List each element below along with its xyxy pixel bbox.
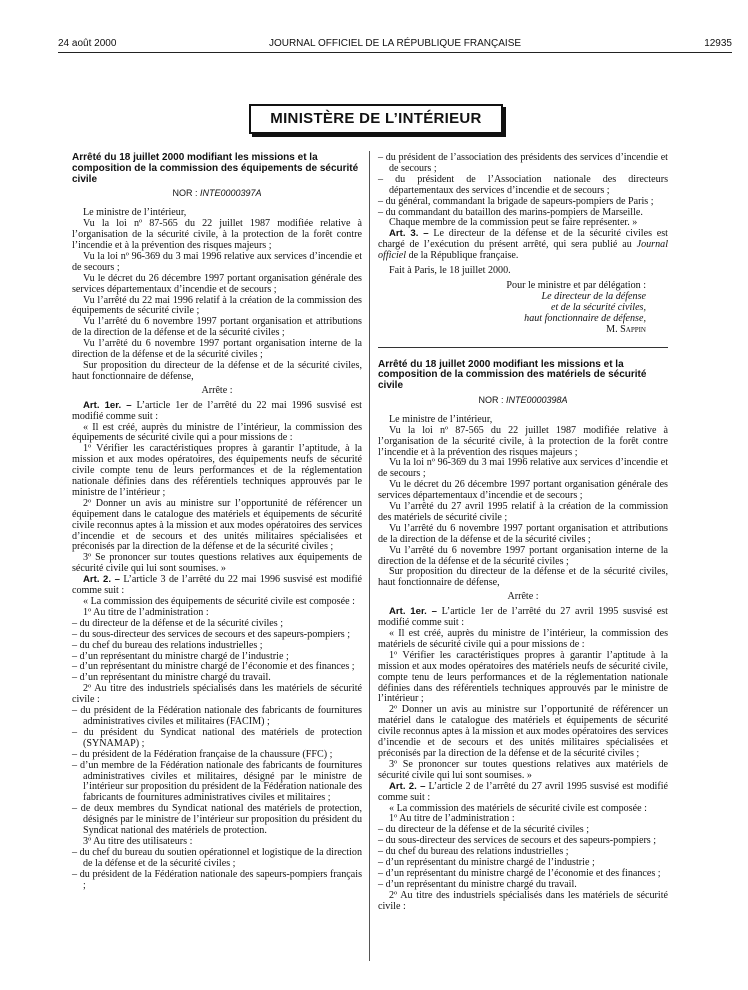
list-item: – d’un représentant du ministre chargé du travail. bbox=[72, 672, 271, 684]
preamble-line: Vu la loi nº 87-565 du 22 juillet 1987 modifiée relative à l’organisation de la sécurité civile, à la protection de la forêt contre l’incendie et à la prévention des risques majeurs ; bbox=[72, 218, 362, 252]
column-divider bbox=[369, 151, 370, 961]
nor-label: NOR : bbox=[478, 394, 504, 405]
list-item: – d’un représentant du ministre chargé du travail. bbox=[378, 878, 577, 890]
list-item: – du directeur de la défense et de la sécurité civiles ; bbox=[378, 824, 590, 836]
nor-code: INTE0000398A bbox=[505, 394, 568, 405]
journal-reference: Journal officiel bbox=[378, 239, 668, 262]
list-item: – du président du Syndicat national des matériels de protection (SYNAMAP) ; bbox=[72, 726, 362, 749]
list-item: – d’un représentant du ministre chargé de l’économie et des finances ; bbox=[72, 661, 355, 673]
journal-title: JOURNAL OFFICIEL DE LA RÉPUBLIQUE FRANÇAISE bbox=[268, 38, 522, 49]
article-1 bbox=[72, 401, 362, 423]
preamble-line: Vu l’arrêté du 6 novembre 1997 portant organisation interne de la direction de la défense et de la sécurité civiles ; bbox=[72, 338, 362, 361]
signature-line: Pour le ministre et par délégation : bbox=[506, 279, 646, 291]
nor-reference-1 bbox=[72, 188, 362, 199]
list-item: – du président de la Fédération nationale des fabricants de fournitures administratives civiles et militaires (FACIM) ; bbox=[72, 705, 362, 727]
article-label: Art. 1er. – bbox=[83, 399, 132, 411]
member-line: Chaque membre de la commission peut se faire représenter. » bbox=[389, 217, 638, 229]
preamble-line: Le ministre de l’intérieur, bbox=[83, 207, 187, 219]
list-item: – du président de l’association des présidents des services d’incendie et de secours ; bbox=[378, 152, 668, 174]
preamble-line: Vu l’arrêté du 6 novembre 1997 portant organisation et attributions de la direction de la défense et de la sécurité civiles ; bbox=[378, 522, 668, 545]
article-label: Art. 2. – bbox=[83, 574, 120, 586]
article-1-line: 3º Se prononcer sur toutes questions relatives aux équipements de sécurité civile qui lui sont soumises. » bbox=[72, 552, 362, 575]
article-1-line: « Il est créé, auprès du ministre de l’intérieur, la commission des équipements de sécurité civile qui a pour missions de : bbox=[72, 421, 362, 444]
article-1b-line: 3º Se prononcer sur toutes questions relatives aux matériels de sécurité civile qui lui sont soumises. » bbox=[378, 758, 668, 781]
header-rule bbox=[58, 52, 732, 53]
left-column bbox=[72, 153, 362, 891]
preamble-1 bbox=[72, 208, 362, 383]
nor-code: INTE0000397A bbox=[199, 188, 262, 199]
decree-title-1: Arrêté du 18 juillet 2000 modifiant les missions et la composition de la commission des équipements de sécurité civile bbox=[72, 152, 359, 185]
signature-line: Le directeur de la défense bbox=[541, 290, 646, 302]
list-item: – d’un représentant du ministre chargé de l’industrie ; bbox=[72, 650, 289, 662]
article-text: L’article 3 de l’arrêté du 22 mai 1996 susvisé est modifié comme suit : bbox=[72, 574, 362, 597]
article-text: L’article 1er de l’arrêté du 22 mai 1996 susvisé est modifié comme suit : bbox=[72, 399, 362, 422]
list-item: – du président de la Fédération française de la chaussure (FFC) ; bbox=[72, 748, 333, 760]
list-item: – du sous-directeur des services de secours et des sapeurs-pompiers ; bbox=[378, 835, 657, 847]
article-1b-line: 2º Donner un avis au ministre sur l’opportunité de référencer un matériel dans le catalogue des matériels et équipements de sécurité civile reconnus aptes à la mission et aux modes opératoires des services d’incendie et de secours et des unités militaires spécialisées et préconisés par la direction de la défense et de la sécurité civiles ; bbox=[378, 704, 668, 759]
signature-line: et de la sécurité civiles, bbox=[550, 301, 646, 313]
arrete-label: Arrête : bbox=[201, 384, 233, 396]
article-text: Le directeur de la défense et de la sécurité civiles est chargé de l’exécution du présent arrêté, qui sera publié au bbox=[378, 228, 668, 251]
list-item: – du président de la Fédération nationale des sapeurs-pompiers français ; bbox=[72, 868, 362, 891]
signatory-name bbox=[378, 325, 668, 336]
preamble-line: Sur proposition du directeur de la défense et de la sécurité civiles, haut fonctionnaire de défense, bbox=[378, 566, 668, 589]
list-item: – d’un représentant du ministre chargé de l’économie et des finances ; bbox=[378, 867, 661, 879]
article-3 bbox=[378, 229, 668, 262]
preamble-line: Sur proposition du directeur de la défense et de la sécurité civiles, haut fonctionnaire de défense, bbox=[72, 359, 362, 382]
page-number: 12935 bbox=[704, 38, 732, 49]
arrete-label: Arrête : bbox=[507, 591, 539, 603]
issue-date: 24 août 2000 bbox=[58, 38, 117, 49]
list-item: – d’un représentant du ministre chargé de l’industrie ; bbox=[378, 857, 595, 869]
article-1-line: 1º Vérifier les caractéristiques propres à garantir l’aptitude, à la mission et aux modes opératoires, des équipements neufs de sécurité civile compte tenu de leurs performances et de la réglementation nationale définies dans des référentiels techniques approuvés par le ministre de l’intérieur ; bbox=[72, 443, 362, 498]
preamble-line: Vu la loi nº 96-369 du 3 mai 1996 relative aux services d’incendie et de secours ; bbox=[72, 250, 362, 273]
decree-title-2: Arrêté du 18 juillet 2000 modifiant les missions et la composition de la commission des matériels de sécurité civile bbox=[378, 358, 647, 392]
article-2b bbox=[378, 782, 668, 804]
preamble-line: Vu l’arrêté du 27 avril 1995 relatif à la création de la commission des matériels de sécurité civile ; bbox=[378, 501, 668, 523]
right-column bbox=[378, 153, 668, 913]
preamble-line: Vu la loi nº 87-565 du 22 juillet 1987 modifiée relative à l’organisation de la sécurité civile, à la protection de la forêt contre l’incendie et à la prévention des risques majeurs ; bbox=[378, 424, 668, 458]
preamble-line: Le ministre de l’intérieur, bbox=[389, 413, 493, 425]
article-label: Art. 3. – bbox=[389, 228, 429, 240]
list-item: – du président de l’Association nationale des directeurs départementaux des services d’incendie et de secours ; bbox=[378, 173, 668, 196]
list-item: – du chef du bureau des relations industrielles ; bbox=[72, 639, 263, 651]
section-heading: 2º Au titre des industriels spécialisés dans les matériels de sécurité civile : bbox=[378, 889, 668, 912]
nor-reference-2 bbox=[378, 395, 668, 406]
list-item: – du chef du bureau du soutien opérationnel et logistique de la direction de la défense et de la sécurité civiles ; bbox=[72, 846, 362, 869]
section-heading: 3º Au titre des utilisateurs : bbox=[83, 835, 193, 847]
preamble-line: Vu l’arrêté du 22 mai 1996 relatif à la création de la commission des équipements de sécurité civile ; bbox=[72, 294, 362, 317]
ministry-heading: MINISTÈRE DE L’INTÉRIEUR bbox=[249, 104, 503, 134]
signature-line: haut fonctionnaire de défense, bbox=[524, 312, 646, 324]
signed-at: Fait à Paris, le 18 juillet 2000. bbox=[389, 265, 511, 277]
preamble-line: Vu l’arrêté du 6 novembre 1997 portant organisation et attributions de la direction de la défense et de la sécurité civiles ; bbox=[72, 316, 362, 339]
article-1b-line: 1º Vérifier les caractéristiques propres à garantir l’aptitude à la mission et aux modes opératoires des matériels neufs de sécurité civile, compte tenu de leurs performances et de la réglementation nationale définies dans des référentiels techniques approuvés par le ministre de l’intérieur ; bbox=[378, 649, 668, 705]
article-text: L’article 2 de l’arrêté du 27 avril 1995 susvisé est modifié comme suit : bbox=[378, 780, 668, 803]
list-item: – du général, commandant la brigade de sapeurs-pompiers de Paris ; bbox=[378, 195, 654, 207]
article-text: L’article 1er de l’arrêté du 27 avril 1995 susvisé est modifié comme suit : bbox=[378, 606, 668, 629]
article-text: de la République française. bbox=[408, 250, 519, 262]
list-item: – du commandant du bataillon des marins-pompiers de Marseille. bbox=[378, 206, 643, 218]
section-heading: 1º Au titre de l’administration : bbox=[83, 606, 209, 618]
section-heading: 1º Au titre de l’administration : bbox=[389, 813, 515, 825]
list-item: – d’un membre de la Fédération nationale des fabricants de fournitures administratives civiles et militaires, désigné par le ministre de l’intérieur sur proposition du président de la Fédération nationale des fabricants de fournitures administratives civiles et militaires ; bbox=[72, 759, 362, 804]
nor-label: NOR : bbox=[172, 188, 198, 199]
signatory: M. Sappin bbox=[606, 323, 646, 335]
decree-separator bbox=[378, 347, 668, 348]
preamble-line: Vu la loi nº 96-369 du 3 mai 1996 relative aux services d’incendie et de secours ; bbox=[378, 457, 668, 480]
article-1b-line: « Il est créé, auprès du ministre de l’intérieur, la commission des matériels de sécurité civile qui a pour missions de : bbox=[378, 628, 668, 650]
list-item: – du sous-directeur des services de secours et des sapeurs-pompiers ; bbox=[72, 628, 351, 640]
list-item: – de deux membres du Syndicat national des matériels de protection, désignés par le ministre de l’intérieur sur proposition du président du Syndicat national des matériels de protection. bbox=[72, 803, 362, 837]
article-label: Art. 1er. – bbox=[389, 606, 437, 618]
article-1-line: 2º Donner un avis au ministre sur l’opportunité de référencer un équipement dans le catalogue des matériels et équipements de sécurité civile reconnus aptes à la mission et aux modes opératoires des services d’incendie et de secours et des unités militaires spécialisées et préconisés par la direction de la défense et de la sécurité civiles ; bbox=[72, 497, 362, 553]
preamble-line: Vu le décret du 26 décembre 1997 portant organisation générale des services départementaux d’incendie et de secours ; bbox=[72, 272, 362, 295]
article-1b bbox=[378, 607, 668, 629]
article-2b-intro: « La commission des matériels de sécurité civile est composée : bbox=[389, 802, 647, 814]
list-item: – du directeur de la défense et de la sécurité civiles ; bbox=[72, 617, 284, 629]
preamble-line: Vu l’arrêté du 6 novembre 1997 portant organisation interne de la direction de la défense et de la sécurité civiles ; bbox=[378, 544, 668, 567]
article-2-intro: « La commission des équipements de sécurité civile est composée : bbox=[83, 596, 355, 608]
section-heading: 2º Au titre des industriels spécialisés dans les matériels de sécurité civile : bbox=[72, 683, 362, 706]
list-item: – du chef du bureau des relations industrielles ; bbox=[378, 846, 569, 858]
article-2 bbox=[72, 575, 362, 597]
preamble-line: Vu le décret du 26 décembre 1997 portant organisation générale des services départementaux d’incendie et de secours ; bbox=[378, 479, 668, 502]
article-label: Art. 2. – bbox=[389, 780, 426, 792]
signature-block bbox=[378, 281, 668, 336]
